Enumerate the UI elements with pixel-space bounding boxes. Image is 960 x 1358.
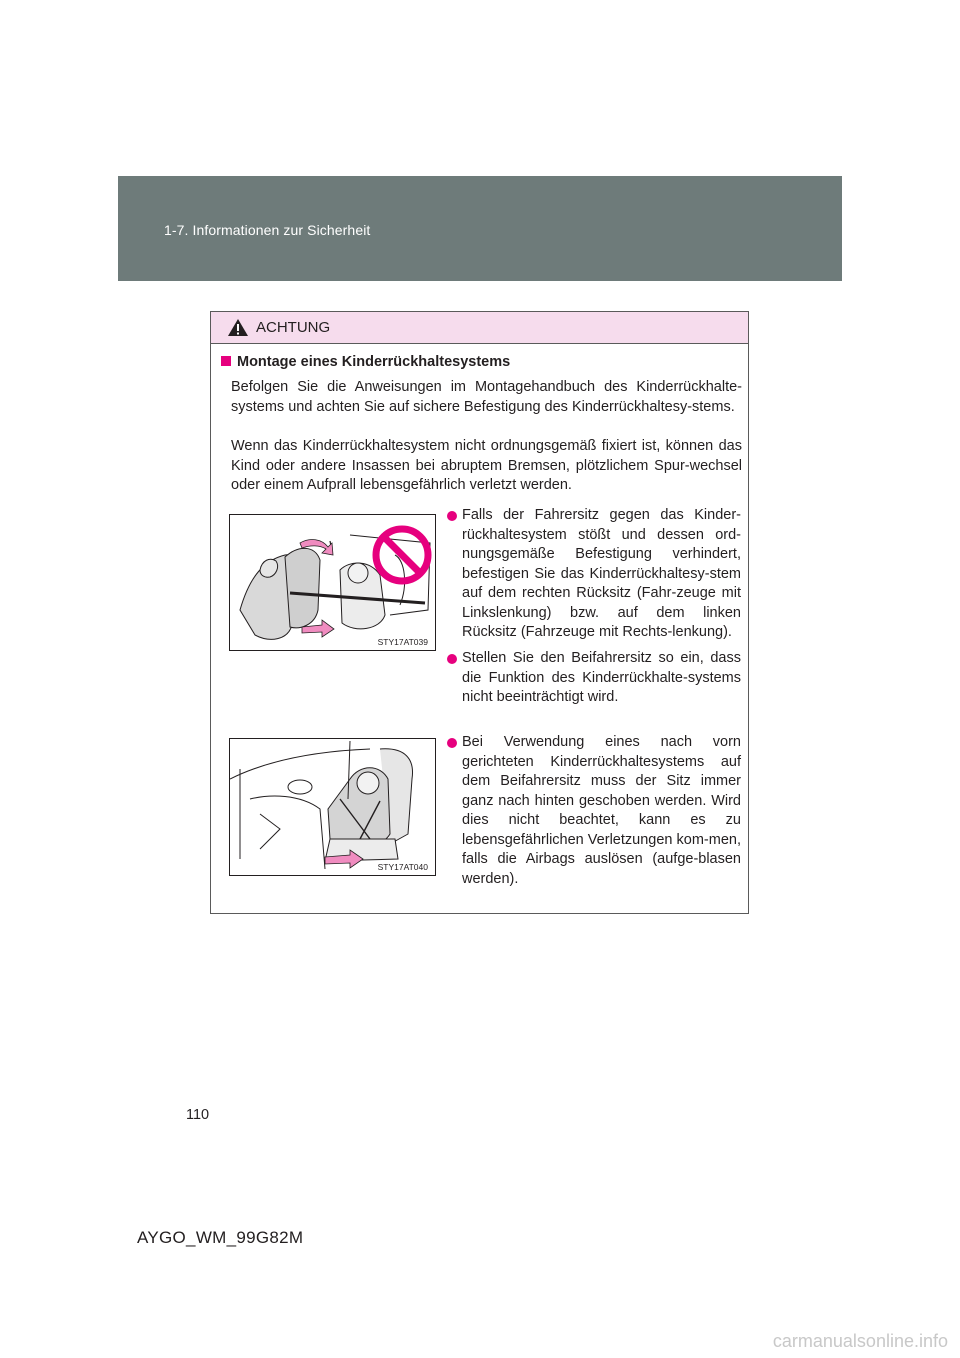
bullet-text: Falls der Fahrersitz gegen das Kinder-rückhaltesystem stößt und dessen ord-nungsgemäße Befestigung verhindert, befestigen Sie das Kinderrückhaltesy-stem auf dem rechten Rücksitz (Fahr-zeuge mit Linkslenkung) bzw. auf dem linken Rücksitz (Fahrzeuge mit Rechts-lenkung). [462,507,741,640]
watermark: carmanualsonline.info [772,1331,948,1351]
round-bullet-icon [447,738,457,748]
warning-paragraph: Befolgen Sie die Anweisungen im Montagehandbuch des Kinderrückhalte-systems und achten Sie auf sichere Befestigung des Kinderrückhaltesy-stems. [231,379,742,415]
warning-subheading-text: Montage eines Kinderrückhaltesystems [237,354,511,370]
bullet-text: Bei Verwendung eines nach vorn gerichteten Kinderrückhaltesystems auf dem Beifahrersitz muss der Sitz immer ganz nach hinten geschoben werden. Wird dies nicht beachtet, kann es zu lebensgefährlichen Verletzungen kom-men, falls die Airbags auslösen (aufge-blasen werden). [462,734,741,887]
passenger-seat-illustration [230,739,435,875]
warning-label: ACHTUNG [256,319,331,336]
bullet-text: Stellen Sie den Beifahrersitz so ein, dass die Funktion des Kinderrückhalte-systems nicht beeinträchtigt wird. [462,650,741,705]
bullet-item [447,649,741,708]
illustration-passenger-seat-child-seat [229,738,436,876]
bullet-item [447,733,741,889]
figure-code: STY17AT040 [377,862,428,872]
warning-paragraph: Wenn das Kinderrückhaltesystem nicht ordnungsgemäß fixiert ist, können das Kind oder andere Insassen bei abruptem Bremsen, plötzlichem Spur-wechsel oder einem Aufprall lebensgefährlich verletzt werden. [231,438,742,493]
warning-box [210,311,749,914]
page-number: 110 [186,1107,210,1123]
warning-header [211,312,748,344]
warning-triangle-icon [227,318,249,337]
square-bullet-icon [221,356,231,366]
round-bullet-icon [447,511,457,521]
document-code: AYGO_WM_99G82M [137,1228,304,1247]
bullet-item [447,506,741,643]
figure-code: STY17AT039 [377,637,428,647]
section-header-band [118,176,842,281]
section-title: 1-7. Informationen zur Sicherheit [164,222,371,238]
prohibited-sign-icon [376,529,428,581]
warning-subheading [221,354,510,370]
round-bullet-icon [447,654,457,664]
illustration-driver-seat-collision [229,514,436,651]
driver-seat-illustration [230,515,435,650]
